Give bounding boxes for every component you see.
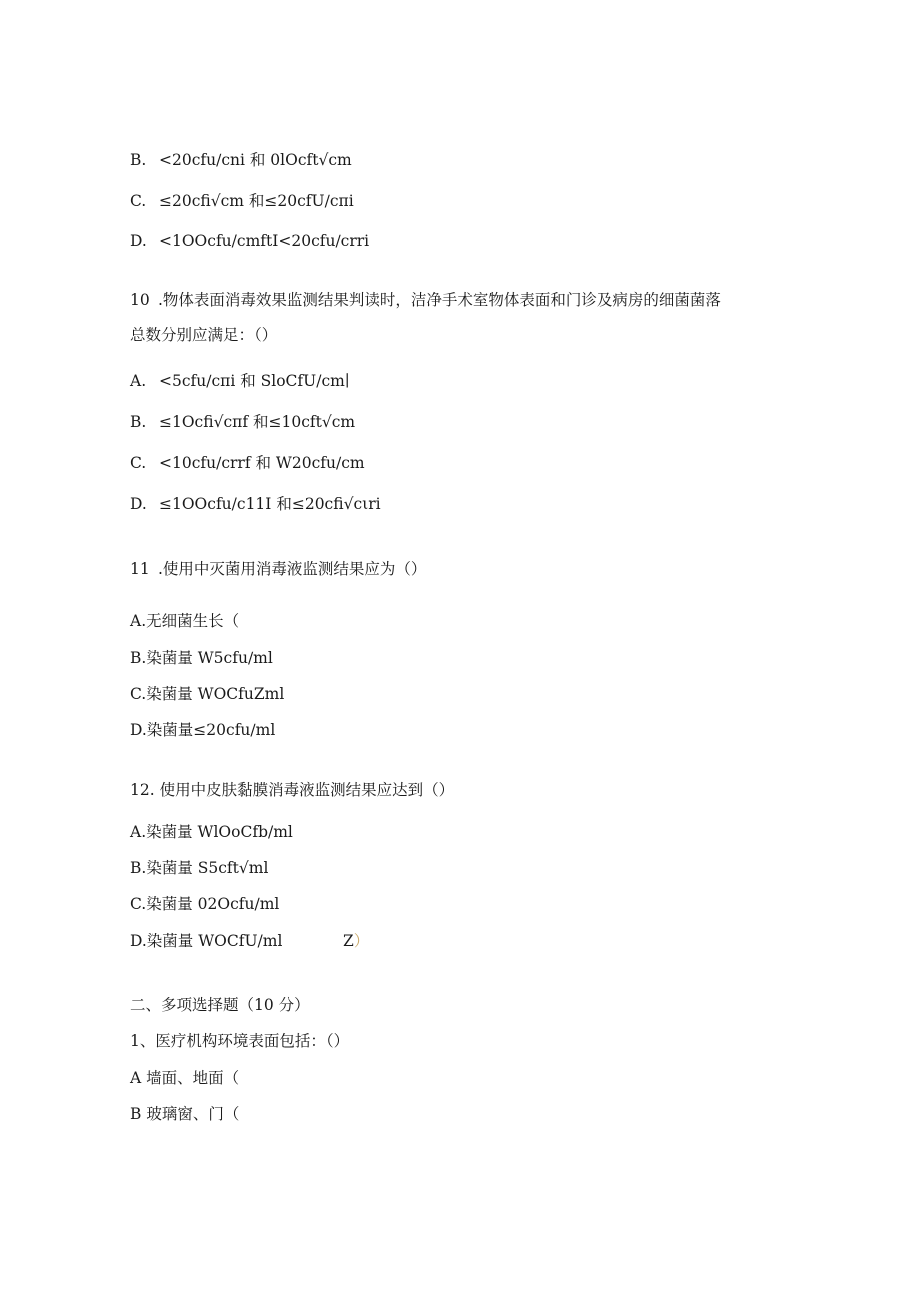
option-text: ≤20cfi√cm 和≤20cfU∕cπi — [159, 192, 354, 210]
question-number: 11 — [130, 560, 150, 578]
q10-option-d — [130, 494, 381, 514]
q10-option-c — [130, 453, 365, 473]
question-stem: .使用中灭菌用消毒液监测结果应为（） — [158, 560, 427, 578]
section-heading: 二、多项选择题（10 分） — [130, 996, 310, 1014]
q10-stem-line1 — [130, 290, 721, 310]
option-letter: B. — [130, 151, 147, 169]
q11-option-d: D.染菌量≤20cfu∕ml — [130, 721, 276, 739]
q9-option-b — [130, 150, 352, 170]
q12-option-a: A.染菌量 WlOoCfb/ml — [130, 823, 293, 841]
option-text: <20cfu∕cni 和 0lOcft√cm — [159, 151, 352, 169]
question-stem: .物体表面消毒效果监测结果判读时，洁净手术室物体表面和门诊及病房的细菌菌落 — [158, 291, 721, 309]
option-text: <1OOcfu/cmftI<20cfu∕crri — [159, 232, 370, 250]
mc-q1-option-a: A 墙面、地面（ — [130, 1069, 240, 1087]
q9-option-c — [130, 191, 354, 211]
q11-option-c: C.染菌量 WOCfuZml — [130, 685, 285, 703]
option-letter: B. — [130, 413, 147, 431]
option-letter: D. — [130, 232, 147, 250]
q11-option-b: B.染菌量 W5cfu∕ml — [130, 649, 273, 667]
stray-mark-letter: Z — [343, 932, 354, 950]
q12-option-d: D.染菌量 WOCfU/ml — [130, 932, 283, 950]
question-number: 10 — [130, 291, 150, 309]
mc-q1-option-b: B 玻璃窗、门（ — [130, 1105, 240, 1123]
q10-stem-line2: 总数分别应满足：（） — [130, 326, 278, 344]
option-letter: A. — [130, 372, 147, 390]
q12-stem: 12. 使用中皮肤黏膜消毒液监测结果应达到（） — [130, 781, 455, 799]
q12-option-c: C.染菌量 02Ocfu∕ml — [130, 895, 280, 913]
q12-option-b: B.染菌量 S5cft√ml — [130, 859, 269, 877]
option-text: ≤1Ocfi√cπf 和≤10cft√cm — [159, 413, 356, 431]
option-letter: D. — [130, 495, 147, 513]
option-text: <10cfu∕crrf 和 W20cfu∕cm — [159, 454, 365, 472]
q11-stem — [130, 559, 426, 579]
option-text: ≤1OOcfu/c11I 和≤20cfi√cιri — [159, 495, 381, 513]
stray-mark — [343, 931, 369, 951]
mc-q1-stem: 1、医疗机构环境表面包括：（） — [130, 1032, 350, 1050]
q11-option-a: A.无细菌生长（ — [130, 612, 240, 630]
q9-option-d — [130, 231, 369, 251]
q10-option-a — [130, 371, 349, 391]
q10-option-b — [130, 412, 355, 432]
option-text: <5cfu∕cπi 和 SloCfU/cm∣ — [159, 372, 350, 390]
stray-mark-paren: ） — [353, 932, 370, 950]
option-letter: C. — [130, 454, 147, 472]
option-letter: C. — [130, 192, 147, 210]
